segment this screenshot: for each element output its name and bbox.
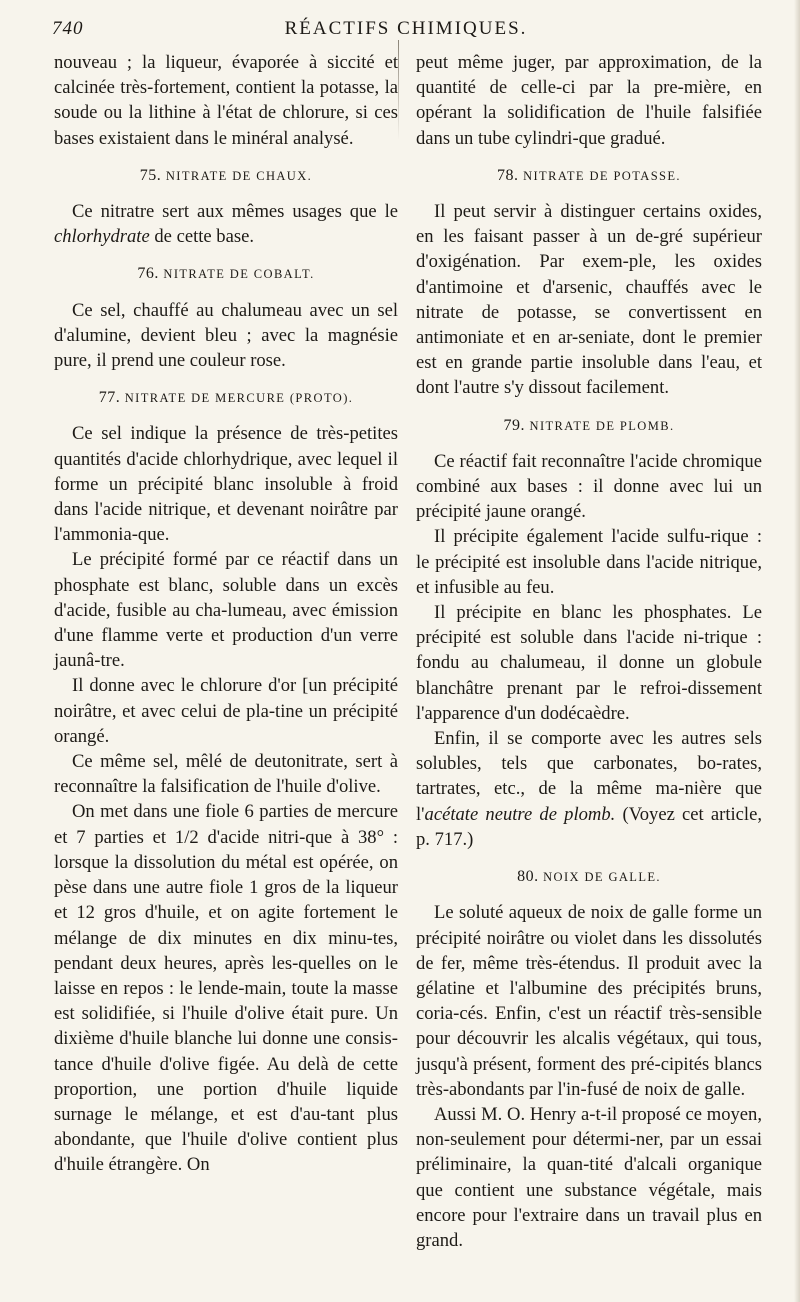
section-paragraph: Ce réactif fait reconnaître l'acide chromique combiné aux bases : il donne avec lui un précipité jaune orangé. xyxy=(416,450,762,523)
section-paragraph: Il précipite également l'acide sulfu-rique : le précipité est insoluble dans l'acide nitrique, et infusible au feu. xyxy=(416,526,762,598)
section-heading-75 xyxy=(54,163,398,189)
section-heading-80 xyxy=(416,864,762,890)
section-paragraph: Aussi M. O. Henry a-t-il proposé ce moyen, non-seulement pour détermi-ner, par un essai préliminaire, la quan-tité d'alcali organique que contient une substance végétale, mais encore pour l'extraire dans un travail plus en grand. xyxy=(416,1103,762,1251)
section-heading-78 xyxy=(416,163,762,189)
section-number: 78. xyxy=(497,166,519,184)
section-number: 80. xyxy=(517,868,539,886)
italic-term: acétate neutre de plomb. xyxy=(424,803,616,825)
section-heading-79 xyxy=(416,413,762,439)
section-paragraph: Ce sel indique la présence de très-petites quantités d'acide chlorhydrique, avec lequel il forme un précipité blanc insoluble à froid dans l'acide nitrique, et devenant noirâtre par l'ammonia-que. xyxy=(54,423,398,546)
right-column xyxy=(416,50,762,1253)
section-title: NITRATE DE PLOMB. xyxy=(529,418,675,433)
section-paragraph: Il précipite en blanc les phosphates. Le précipité est soluble dans l'acide ni-trique : fondu au chalumeau, il donne un globule blanchâtre prenant par le refroi-dissement l'apparence d'un dodécaèdre. xyxy=(416,602,762,724)
section-paragraph: Il peut servir à distinguer certains oxides, en les faisant passer à un de-gré supérieur d'oxigénation. Par exem-ple, les oxides d'antimoine et d'arsenic, chauffés avec le nitrate de potasse, se convertissent en antimoniate et en ar-seniate, dont le premier est en grande partie insoluble dans l'eau, et dont l'autre s'y dissout facilement. xyxy=(416,201,762,399)
section-title: NOIX DE GALLE. xyxy=(543,870,661,885)
section-title: NITRATE DE POTASSE. xyxy=(523,168,681,183)
section-heading-76 xyxy=(54,261,398,287)
section-number: 79. xyxy=(503,416,525,434)
section-heading-77 xyxy=(54,385,398,411)
section-paragraph: Enfin, il se comporte avec les autres sels solubles, tels que carbonates, bo-rates, tartrates, etc., de la même ma-nière que l'acétate neutre de plomb. (Voyez cet article, p. 717.) xyxy=(416,728,762,850)
section-title: NITRATE DE COBALT. xyxy=(163,267,315,282)
section-title: NITRATE DE CHAUX. xyxy=(165,168,313,183)
gutter-shadow xyxy=(398,40,399,140)
section-paragraph: On met dans une fiole 6 parties de mercure et 7 parties et 1/2 d'acide nitri-que à 38° : lorsque la dissolution du métal est opérée, on pèse dans une autre fiole 1 gros de la liqueur et 12 gros d'huile, et on agite fortement le mélange de dix minutes en dix minu-tes, pendant deux heures, après les-quelles on le laisse en repos : le lende-main, toute la masse est solidifiée, si l'huile d'olive était pure. Un dixième d'huile blanche lui donne une consis-tance d'huile d'olive figée. Au delà de cette proportion, une portion d'huile liquide surnage le mélange, et est d'au-tant plus abondante, que l'huile d'olive contient plus d'huile étrangère. On xyxy=(54,801,398,1176)
italic-term: chlorhydrate xyxy=(54,226,150,248)
section-paragraph: Le précipité formé par ce réactif dans un phosphate est blanc, soluble dans un excès d'acide, fusible au cha-lumeau, avec émission d'une flamme verte et production d'un verre jaunâ-tre. xyxy=(54,549,398,672)
section-number: 76. xyxy=(137,265,159,283)
section-paragraph: Il donne avec le chlorure d'or [un précipité noirâtre, et avec celui de pla-tine un précipité orangé. xyxy=(54,675,398,747)
continuation-paragraph: nouveau ; la liqueur, évaporée à siccité et calcinée très-fortement, contient la potasse, la soude ou la lithine à l'état de chlorure, si ces bases existaient dans le minéral analysé. xyxy=(54,52,398,149)
continuation-paragraph: peut même juger, par approximation, de la quantité de celle-ci par la pre-mière, en opérant la solidification de l'huile falsifiée dans un tube cylindri-que gradué. xyxy=(416,52,762,149)
section-paragraph: Ce même sel, mêlé de deutonitrate, sert à reconnaître la falsification de l'huile d'olive. xyxy=(54,751,398,798)
section-number: 75. xyxy=(139,166,162,184)
section-paragraph: Ce nitratre sert aux mêmes usages que le chlorhydrate de cette base. xyxy=(54,201,398,248)
section-title: NITRATE DE MERCURE (PROTO). xyxy=(124,391,354,406)
section-number: 77. xyxy=(98,389,121,407)
page-edge-shadow xyxy=(794,0,800,1302)
section-paragraph: Le soluté aqueux de noix de galle forme un précipité noirâtre ou violet dans les dissolutés de fer, même très-étendus. Il produit avec la gélatine et l'albumine des précipités bruns, coria-cés. Enfin, c'est un réactif très-sensible pour découvrir les alcalis végétaux, qui tous, jusqu'à présent, forment des pré-cipités blancs très-abondants par l'in-fusé de noix de galle. xyxy=(416,902,762,1100)
page-number: 740 xyxy=(52,18,84,39)
running-header xyxy=(52,14,760,44)
running-title: RÉACTIFS CHIMIQUES. xyxy=(284,18,528,39)
section-paragraph: Ce sel, chauffé au chalumeau avec un sel d'alumine, devient bleu ; avec la magnésie pure, il prend une couleur rose. xyxy=(54,299,398,372)
left-column xyxy=(54,50,398,1178)
